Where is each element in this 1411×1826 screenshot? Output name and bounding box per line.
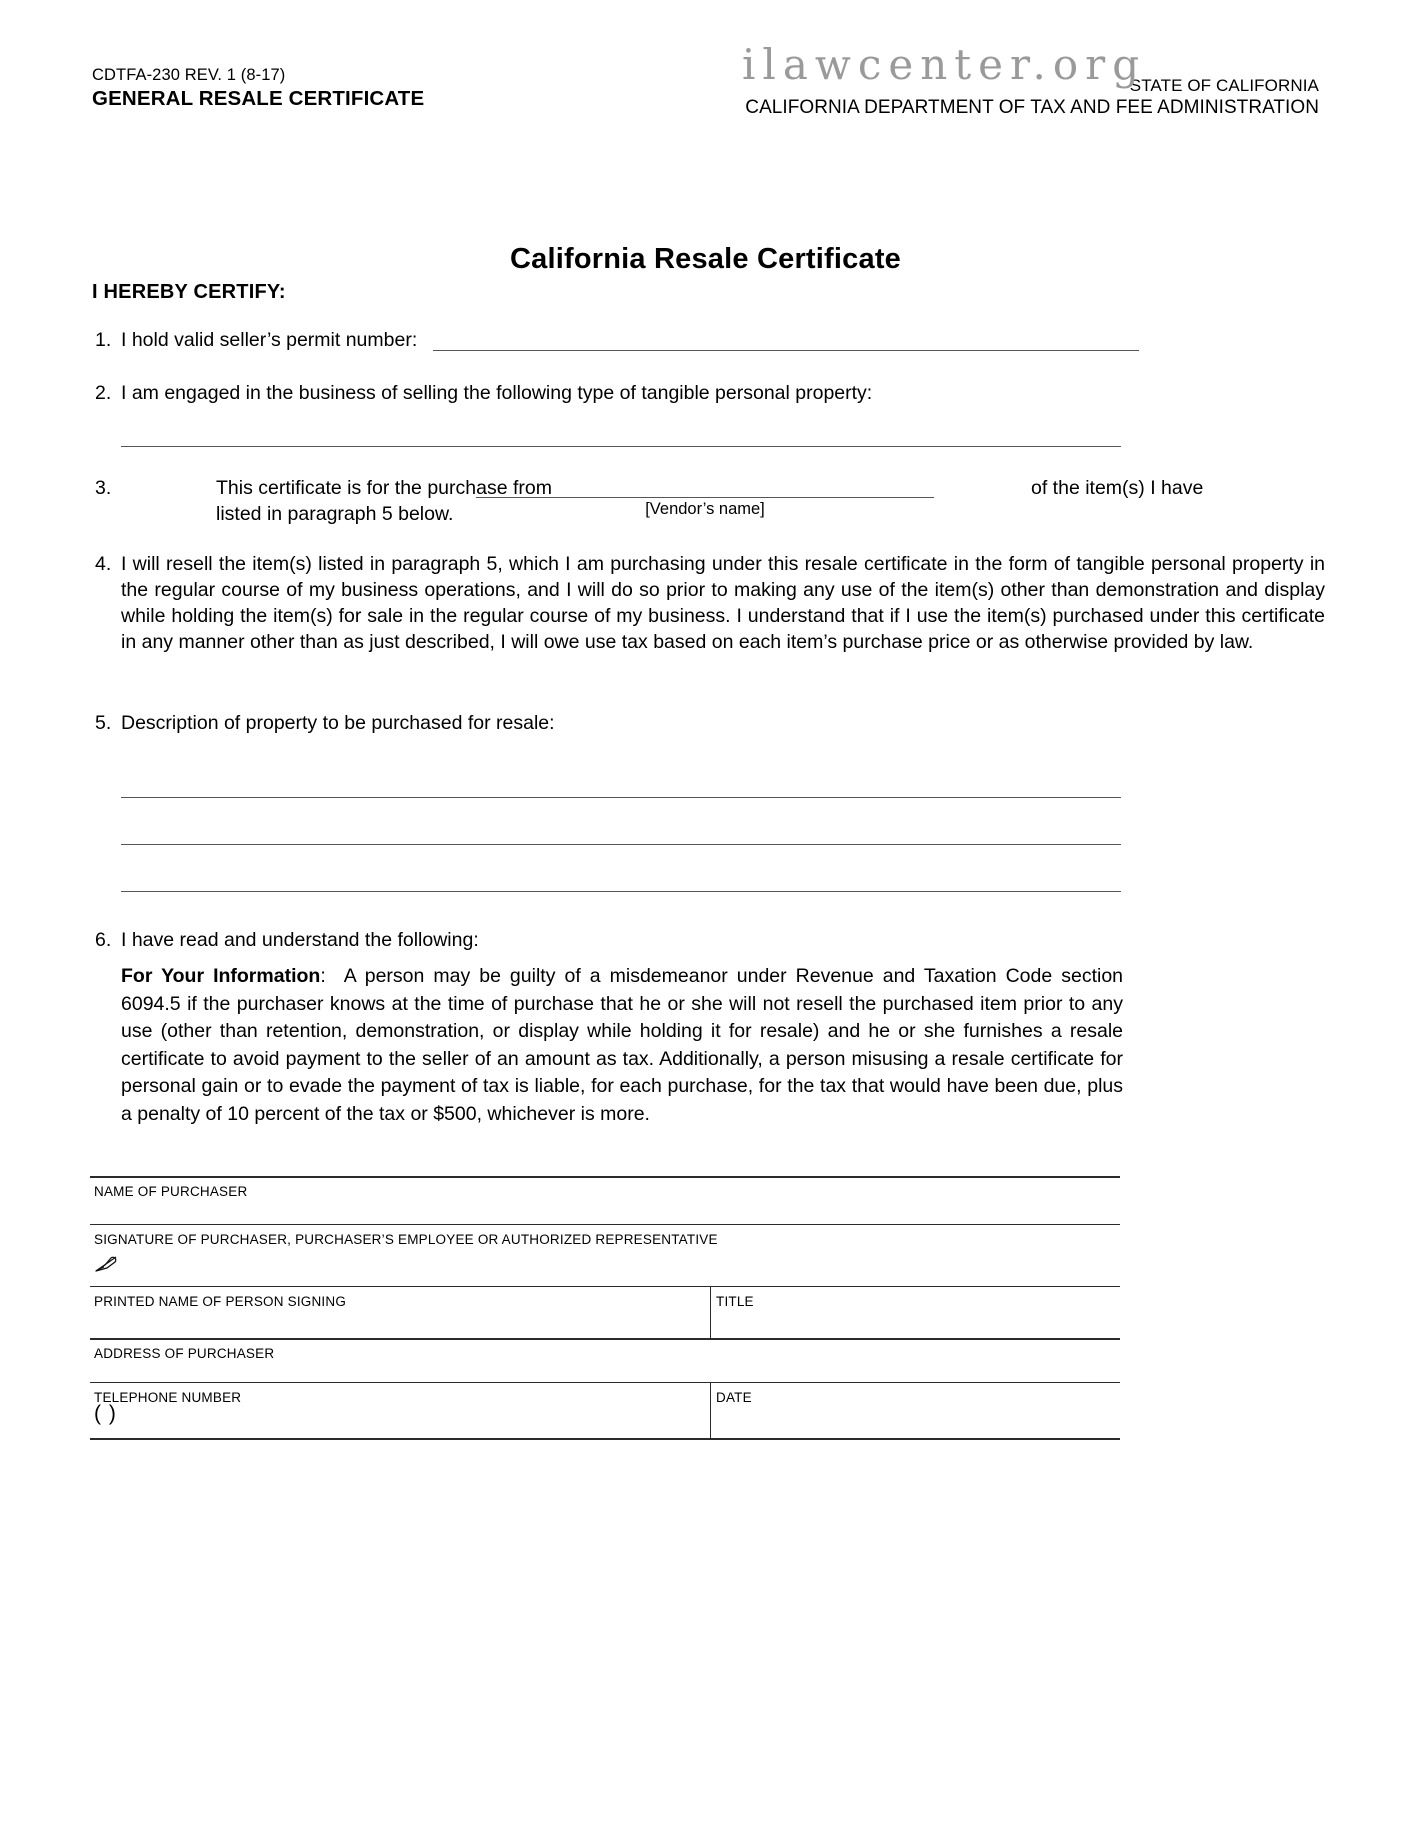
printed-name-title-divider <box>710 1286 711 1338</box>
form-name: GENERAL RESALE CERTIFICATE <box>92 87 425 110</box>
sellers-permit-number-field[interactable] <box>433 350 1139 351</box>
agency-label: CALIFORNIA DEPARTMENT OF TAX AND FEE ADMINISTRATION <box>745 97 1319 118</box>
property-description-line-3[interactable] <box>121 891 1121 892</box>
printed-name-rule <box>90 1286 1120 1287</box>
for-your-information-block <box>121 963 1123 1128</box>
telephone-prefix: ( ) <box>94 1402 117 1425</box>
signature-of-purchaser-field[interactable] <box>90 1228 1120 1278</box>
item-5 <box>95 710 1325 736</box>
pen-signature-icon <box>94 1254 120 1279</box>
name-of-purchaser-rule <box>90 1176 1120 1178</box>
date-label: DATE <box>716 1390 752 1405</box>
item-6-number: 6. <box>95 929 112 951</box>
title-label: TITLE <box>716 1294 754 1309</box>
vendor-name-field[interactable] <box>476 497 934 498</box>
certify-heading: I HEREBY CERTIFY: <box>92 281 286 303</box>
vendor-name-caption: [Vendor’s name] <box>645 500 765 518</box>
item-6 <box>95 927 1325 953</box>
item-2 <box>95 380 1325 406</box>
item-2-label: I am engaged in the business of selling the following type of tangible personal property: <box>121 382 873 404</box>
name-of-purchaser-field[interactable] <box>90 1180 1120 1224</box>
telephone-number-label: TELEPHONE NUMBER <box>94 1390 242 1405</box>
item-1-number: 1. <box>95 329 112 351</box>
name-of-purchaser-label: NAME OF PURCHASER <box>94 1184 248 1199</box>
item-2-number: 2. <box>95 382 112 404</box>
address-of-purchaser-label: ADDRESS OF PURCHASER <box>94 1346 275 1361</box>
item-3-line1-after: of the item(s) I have <box>1031 477 1204 499</box>
item-6-label: I have read and understand the following: <box>121 929 479 951</box>
item-4-number: 4. <box>95 553 112 575</box>
telephone-rule <box>90 1382 1120 1383</box>
signature-rule <box>90 1224 1120 1225</box>
item-4-text: I will resell the item(s) listed in paragraph 5, which I am purchasing under this resale certificate in the form of tangible personal property in the regular course of my business operations, and I will do so prior to making any use of the item(s) other than demonstration and display while holding the item(s) for sale in the regular course of my business. I understand that if I use the item(s) purchased under this certificate in any manner other than as just described, I will owe use tax based on each item’s purchase price or as otherwise provided by law. <box>121 553 1325 653</box>
title-field[interactable] <box>712 1290 1120 1338</box>
address-rule <box>90 1338 1120 1340</box>
item-3-line1-before: This certificate is for the purchase from <box>216 477 552 499</box>
property-description-line-2[interactable] <box>121 844 1121 845</box>
item-5-label: Description of property to be purchased for resale: <box>121 712 555 734</box>
page-title: California Resale Certificate <box>510 243 901 275</box>
signature-of-purchaser-label: SIGNATURE OF PURCHASER, PURCHASER’S EMPLOYEE OR AUTHORIZED REPRESENTATIVE <box>94 1232 718 1247</box>
property-description-line-1[interactable] <box>121 797 1121 798</box>
form-number: CDTFA-230 REV. 1 (8-17) <box>92 66 286 84</box>
for-your-information-separator: : <box>320 965 326 987</box>
for-your-information-text: A person may be guilty of a misdemeanor under Revenue and Taxation Code section 6094.5 if the purchaser knows at the time of purchase that he or she will not resell the purchased item prior to any use (other than retention, demonstration, or display while holding it for resale) and he or she furnishes a resale certificate to avoid payment to the seller of an amount as tax. Additionally, a person misusing a resale certificate for personal gain or to evade the payment of tax is liable, for each purchase, for the tax that would have been due, plus a penalty of 10 percent of the tax or $500, whichever is more. <box>121 965 1124 1125</box>
signature-block-bottom-rule <box>90 1438 1120 1440</box>
printed-name-field[interactable] <box>90 1290 708 1338</box>
telephone-date-divider <box>710 1382 711 1438</box>
state-label: STATE OF CALIFORNIA <box>1129 76 1319 95</box>
item-3-line2: listed in paragraph 5 below. <box>216 503 454 525</box>
for-your-information-label: For Your Information <box>121 965 321 987</box>
item-5-number: 5. <box>95 712 112 734</box>
document-header <box>92 60 1319 130</box>
date-field[interactable] <box>712 1386 1120 1438</box>
item-3-number: 3. <box>95 477 112 499</box>
item-1-label: I hold valid seller’s permit number: <box>121 329 418 351</box>
telephone-number-field[interactable] <box>90 1386 708 1438</box>
business-type-field[interactable] <box>121 446 1121 447</box>
site-watermark: ilawcenter.org <box>742 40 1147 89</box>
item-4 <box>95 551 1325 655</box>
printed-name-label: PRINTED NAME OF PERSON SIGNING <box>94 1294 347 1309</box>
